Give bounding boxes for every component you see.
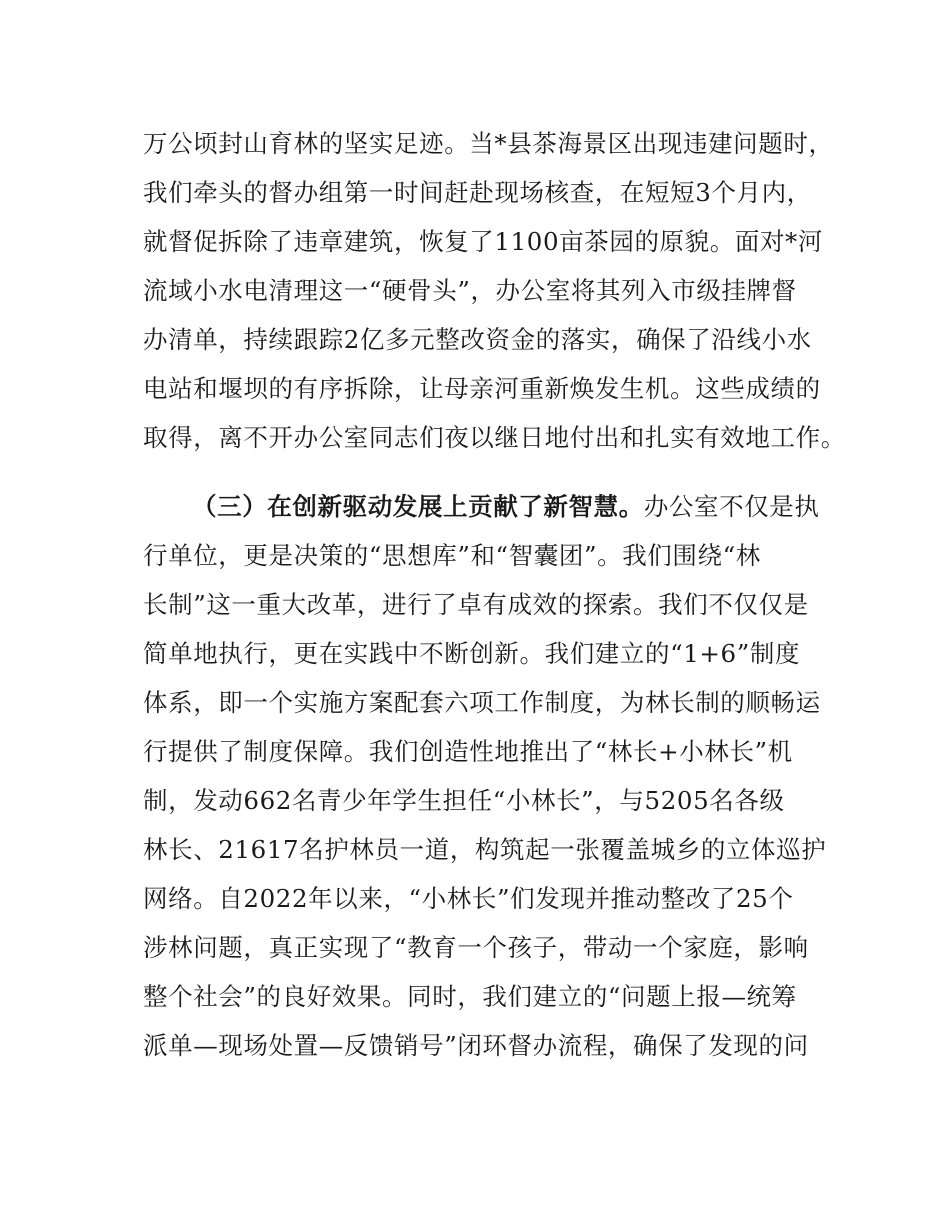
- paragraph2-line-11: 整个社会”的良好效果。同时，我们建立的“问题上报—统筹: [143, 982, 797, 1011]
- paragraph2-line-8: 林长、21617名护林员一道，构筑起一张覆盖城乡的立体巡护: [143, 835, 827, 864]
- paragraph1-line-4: 流域小水电清理这一“硬骨头”，办公室将其列入市级挂牌督: [143, 276, 797, 305]
- paragraph2-line-2: 行单位，更是决策的“思想库”和“智囊团”。我们围绕“林: [143, 541, 761, 570]
- paragraph1-line-5: 办清单，持续跟踪2亿多元整改资金的落实，确保了沿线小水: [143, 325, 812, 354]
- paragraph1-line-3: 就督促拆除了违章建筑，恢复了1100亩茶园的原貌。面对*河: [143, 227, 823, 256]
- paragraph2-first-line-text: 办公室不仅是执: [643, 492, 820, 521]
- paragraph1-line-6: 电站和堰坝的有序拆除，让母亲河重新焕发生机。这些成绩的: [143, 374, 821, 403]
- paragraph2-line-10: 涉林问题，真正实现了“教育一个孩子，带动一个家庭，影响: [143, 933, 809, 962]
- paragraph1-line-7: 取得，离不开办公室同志们夜以继日地付出和扎实有效地工作。: [143, 423, 846, 452]
- paragraph1-line-1: 万公顷封山育林的坚实足迹。当*县茶海景区出现违建问题时，: [143, 129, 834, 158]
- paragraph2-line-3: 长制”这一重大改革，进行了卓有成效的探索。我们不仅仅是: [143, 590, 809, 619]
- paragraph2-first-line: [192, 490, 820, 524]
- paragraph2-line-12: 派单—现场处置—反馈销号”闭环督办流程，确保了发现的问: [143, 1031, 809, 1060]
- paragraph2-line-5: 体系，即一个实施方案配套六项工作制度，为林长制的顺畅运: [143, 688, 821, 717]
- section-heading: （三）在创新驱动发展上贡献了新智慧。: [192, 492, 644, 521]
- paragraph2-line-6: 行提供了制度保障。我们创造性地推出了“林长+小林长”机: [143, 737, 793, 766]
- paragraph2-line-4: 简单地执行，更在实践中不断创新。我们建立的“1+6”制度: [143, 639, 801, 668]
- paragraph2-line-7: 制，发动662名青少年学生担任“小林长”，与5205名各级: [143, 786, 785, 815]
- paragraph1-line-2: 我们牵头的督办组第一时间赶赴现场核查，在短短3个月内，: [143, 178, 812, 207]
- paragraph2-line-9: 网络。自2022年以来，“小林长”们发现并推动整改了25个: [143, 884, 794, 913]
